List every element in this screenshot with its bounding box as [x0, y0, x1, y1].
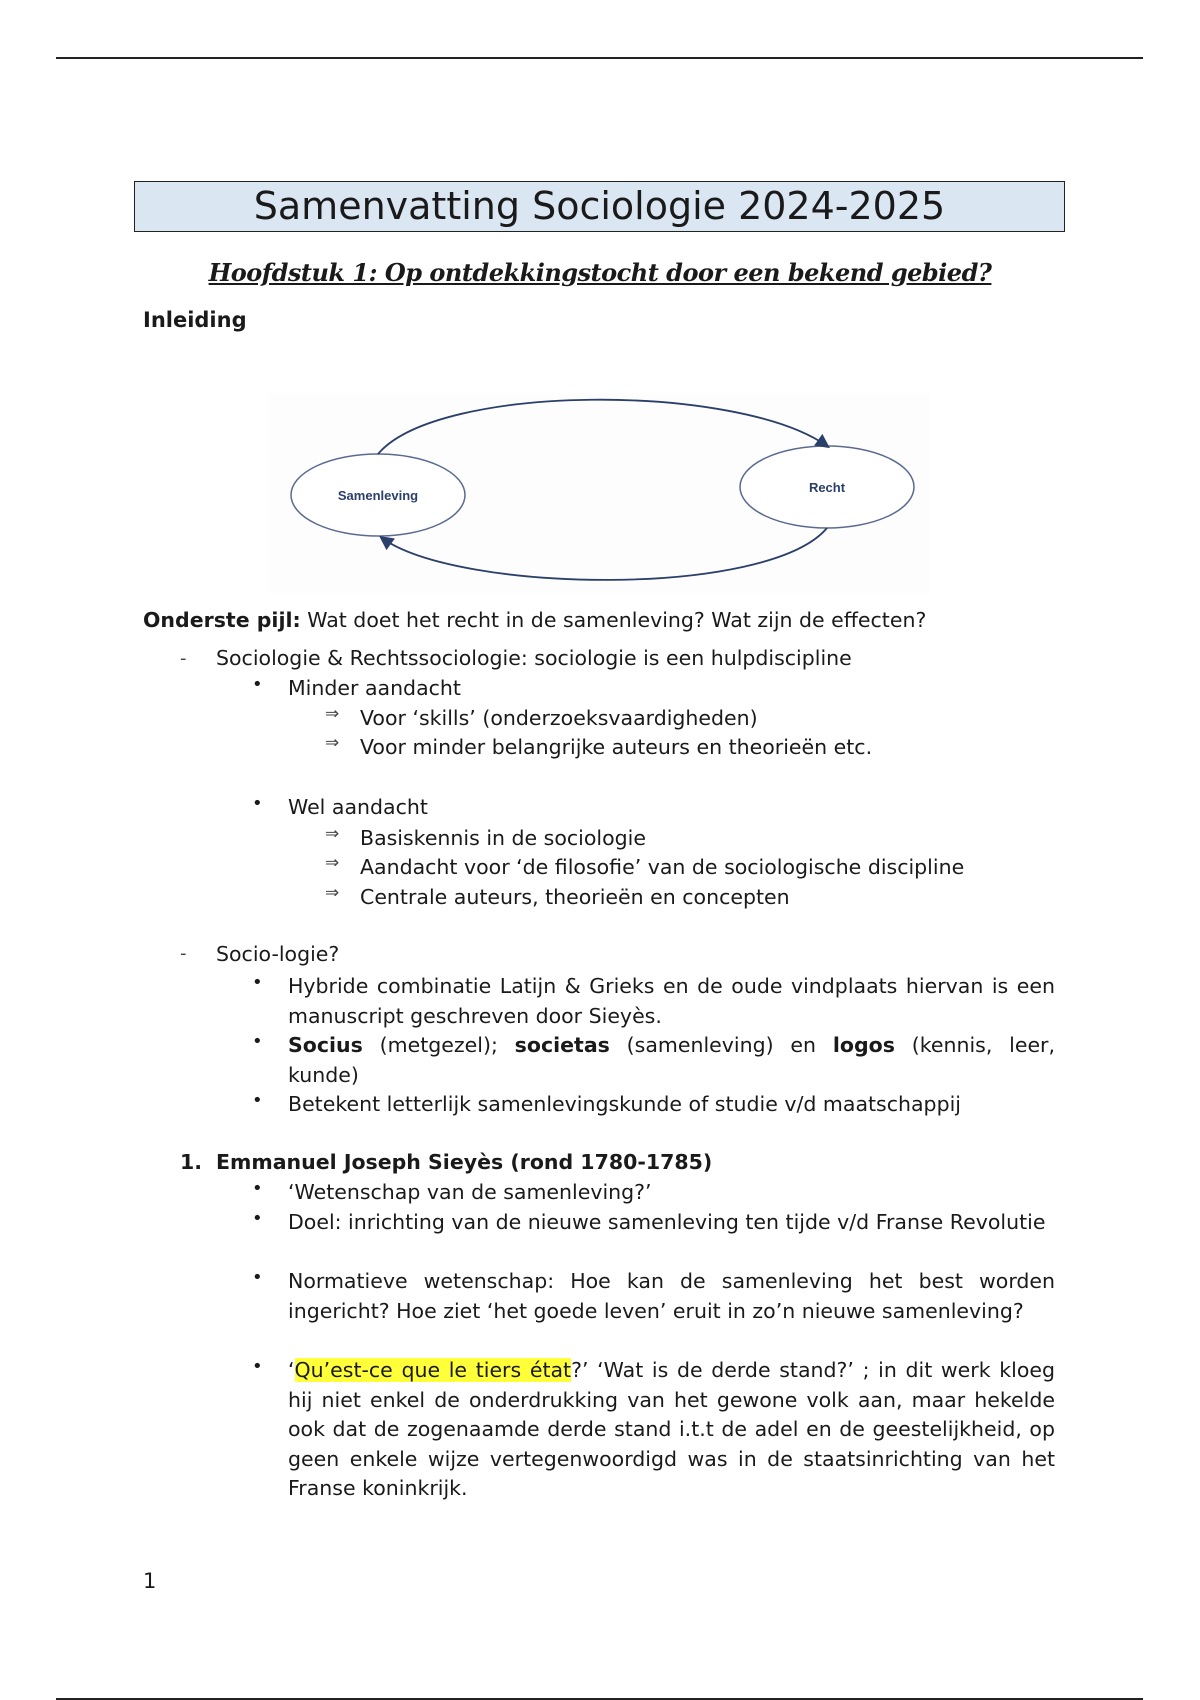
- bullet-marker: •: [252, 1356, 263, 1377]
- wel-item-3: Centrale auteurs, theorieën en concepten: [360, 885, 790, 909]
- recht-label: Recht: [808, 480, 846, 495]
- section-1-bullet-1: ‘Wetenschap van de samenleving?’: [288, 1180, 652, 1204]
- chapter-heading: Hoofdstuk 1: Op ontdekkingstocht door een bekend gebied?: [208, 258, 992, 287]
- top-rule: [56, 57, 1143, 59]
- section-b-heading: Socio-logie?: [216, 942, 340, 966]
- bullet-marker: •: [252, 1090, 263, 1111]
- open-quote: ‘: [288, 1358, 295, 1382]
- wel-item-1: Basiskennis in de sociologie: [360, 826, 646, 850]
- wel-aandacht-label: Wel aandacht: [288, 795, 428, 819]
- arrow-marker: ⇒: [325, 704, 340, 724]
- section-1-bullet-2: Doel: inrichting van de nieuwe samenleving ten tijde v/d Franse Revolutie: [288, 1210, 1046, 1234]
- bullet-marker: •: [252, 1178, 263, 1199]
- arrow-marker: ⇒: [325, 824, 340, 844]
- arrow-marker: ⇒: [325, 733, 340, 753]
- highlighted-title: Qu’est-ce que le tiers état: [294, 1358, 572, 1382]
- bullet-marker: •: [252, 1208, 263, 1229]
- arrow-marker: ⇒: [325, 853, 340, 873]
- section-1-bullet-4: [288, 1356, 1055, 1504]
- section-1-bullet-3: Normatieve wetenschap: Hoe kan de samenleving het best worden ingericht? Hoe ziet ‘het goede leven’ eruit in zo’n nieuwe samenleving?: [288, 1269, 1055, 1323]
- samenleving-label: Samenleving: [337, 488, 419, 503]
- term-socius: Socius: [288, 1033, 363, 1057]
- bullet-marker: •: [252, 674, 263, 695]
- bullet-marker: •: [252, 1031, 263, 1052]
- upper-arrow: [378, 400, 827, 454]
- term-logos: logos: [832, 1033, 895, 1057]
- section-a-heading: Sociologie & Rechtssociologie: sociologie is een hulpdiscipline: [216, 646, 852, 670]
- dash-marker: -: [180, 943, 187, 964]
- lower-arrow: [382, 528, 827, 580]
- section-1-heading: Emmanuel Joseph Sieyès (rond 1780-1785): [216, 1150, 713, 1174]
- bullet-4-rest: ?’ ‘Wat is de derde stand?’ ; in dit werk kloeg hij niet enkel de onderdrukking van het gewone volk aan, maar hekelde ook dat de zogenaamde derde stand i.t.t de adel en de geestelijkheid, op geen enkele wijze vertegenwoordigd was in de staatsinrichting van het Franse koninkrijk.: [288, 1358, 1055, 1500]
- wel-item-2: Aandacht voor ‘de filosofie’ van de sociologische discipline: [360, 855, 965, 879]
- term-logos-desc: (kennis, leer, kunde): [288, 1033, 1056, 1087]
- section-b-bullet-2: [288, 1031, 1055, 1090]
- bullet-marker: •: [252, 793, 263, 814]
- bullet-marker: •: [252, 972, 263, 993]
- section-1-number: 1.: [180, 1150, 203, 1174]
- minder-item-1: Voor ‘skills’ (onderzoeksvaardigheden): [360, 706, 758, 730]
- section-b-bullet-1: Hybride combinatie Latijn & Grieks en de oude vindplaats hiervan is een manuscript geschreven door Sieyès.: [288, 974, 1055, 1028]
- arrow-marker: ⇒: [325, 883, 340, 903]
- section-b-bullet-3: Betekent letterlijk samenlevingskunde of studie v/d maatschappij: [288, 1092, 961, 1116]
- bullet-marker: •: [252, 1267, 263, 1288]
- intro-heading: Inleiding: [143, 308, 247, 332]
- document-title: Samenvatting Sociologie 2024-2025: [134, 181, 1065, 232]
- term-societas-desc: (samenleving) en: [609, 1033, 833, 1057]
- term-socius-desc: (metgezel);: [362, 1033, 515, 1057]
- onderste-pijl-text: Wat doet het recht in de samenleving? Wat zijn de effecten?: [300, 608, 927, 632]
- dash-marker: -: [180, 648, 187, 669]
- onderste-pijl-label: Onderste pijl:: [143, 608, 301, 632]
- minder-aandacht-label: Minder aandacht: [288, 676, 461, 700]
- term-societas: societas: [514, 1033, 610, 1057]
- minder-item-2: Voor minder belangrijke auteurs en theorieën etc.: [360, 735, 873, 759]
- samenleving-recht-diagram: [268, 393, 930, 593]
- onderste-pijl-line: [143, 606, 926, 635]
- page-number: 1: [143, 1569, 157, 1593]
